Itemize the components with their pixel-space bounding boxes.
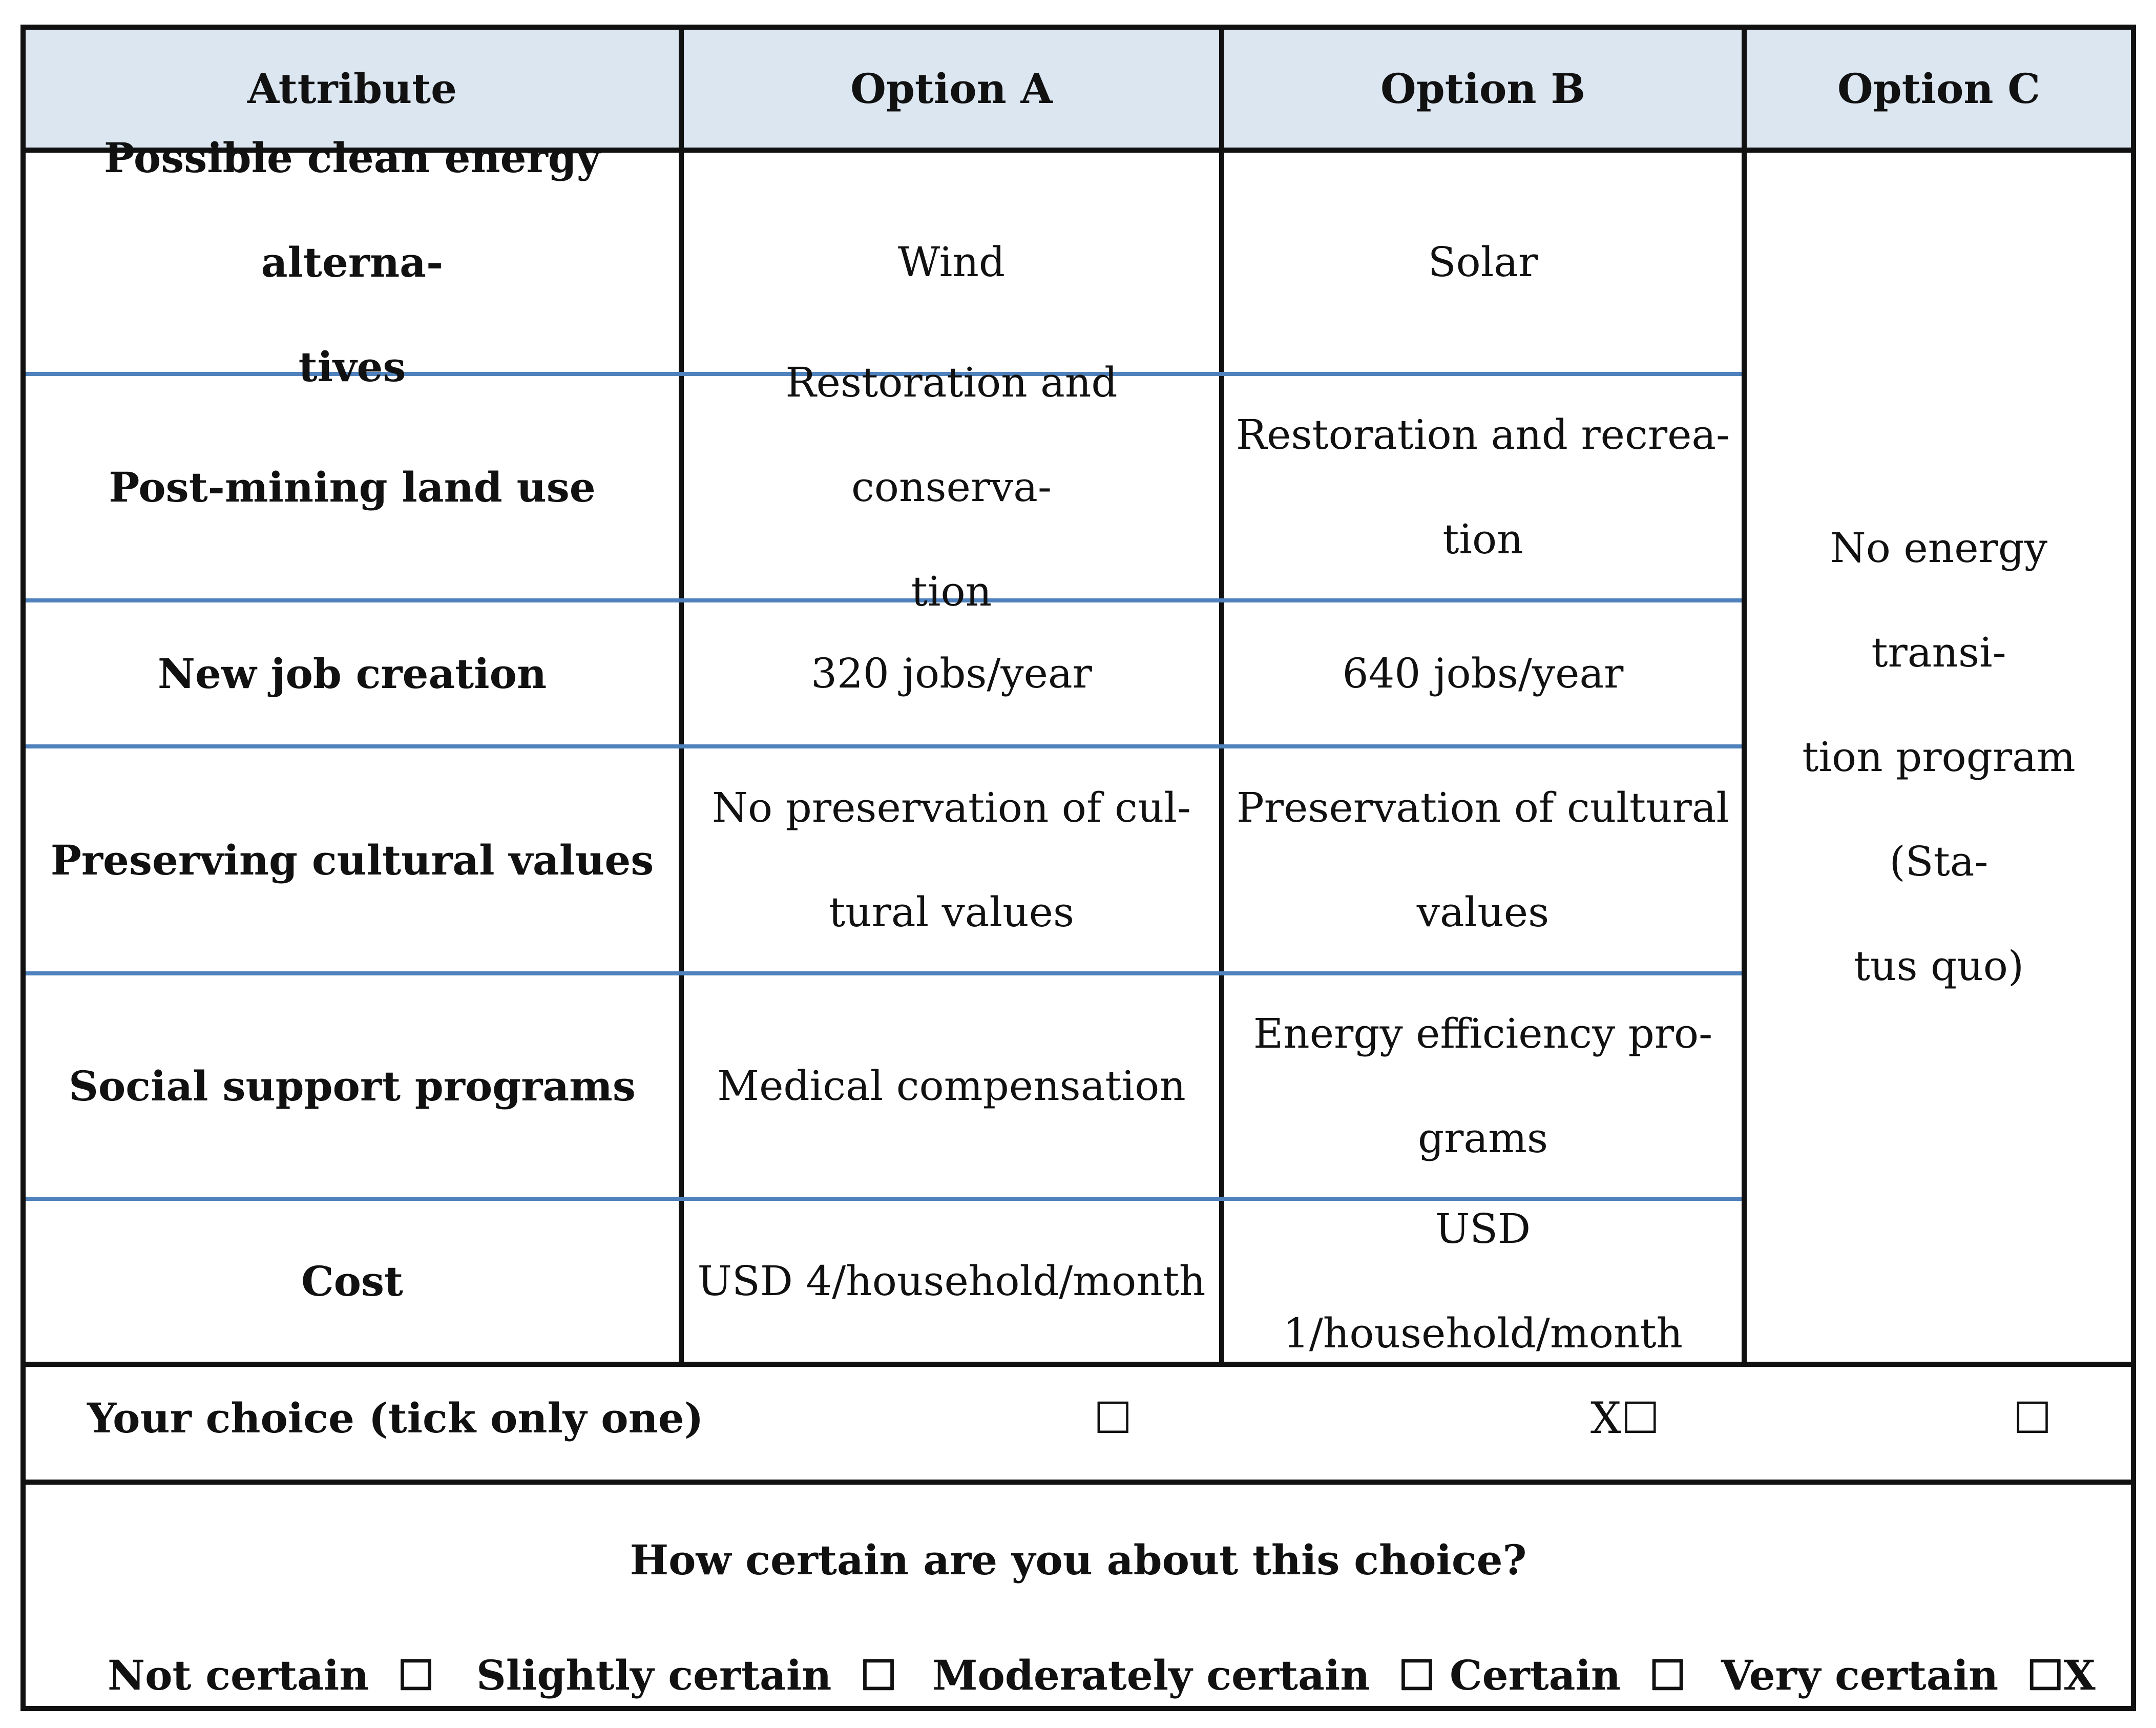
choice-option-a-checkbox[interactable]: ☐ <box>1094 1393 1133 1443</box>
attribute-cell: Preserving cultural values <box>50 836 654 884</box>
cell-line: values <box>1416 888 1550 936</box>
option-a-cell: Medical compensation <box>717 1062 1186 1110</box>
col-divider-2 <box>1219 30 1224 1362</box>
cell-line: grams <box>1417 1114 1548 1162</box>
certainty-label: Slightly certain <box>476 1651 832 1699</box>
attribute-cell: Social support programs <box>69 1062 636 1110</box>
cell-line: No energy transi- <box>1830 524 2048 676</box>
option-a-cell <box>684 359 1219 615</box>
option-a-cell: Wind <box>897 238 1006 286</box>
certainty-checkbox[interactable]: ☐X <box>2026 1651 2096 1699</box>
attribute-line: tives <box>298 343 406 391</box>
certainty-moderately-certain[interactable] <box>932 1651 1435 1699</box>
cell-line: tion <box>1442 515 1523 563</box>
header-option-b: Option B <box>1380 65 1585 113</box>
attribute-line: Possible clean energy alterna- <box>103 134 601 286</box>
option-b-cell <box>1224 376 1742 598</box>
choice-card-table <box>20 25 2136 1711</box>
attribute-cell: Post-mining land use <box>109 463 596 511</box>
header-option-c: Option C <box>1837 65 2040 113</box>
option-a-cell: USD 4/household/month <box>697 1257 1206 1305</box>
certainty-not-certain[interactable] <box>108 1651 434 1699</box>
choice-option-b-checkbox[interactable]: X☐ <box>1590 1393 1660 1443</box>
certainty-slightly-certain[interactable] <box>476 1651 897 1699</box>
certainty-very-certain[interactable] <box>1721 1651 2096 1699</box>
attribute-cell: New job creation <box>157 649 547 698</box>
cell-line: Restoration and recrea- <box>1236 411 1730 459</box>
option-a-cell: 320 jobs/year <box>811 649 1092 697</box>
your-choice-label: Your choice (tick only one) <box>87 1394 704 1442</box>
option-b-cell <box>1224 975 1742 1197</box>
cell-line: Energy efficiency pro- <box>1253 1010 1713 1057</box>
row-divider <box>26 971 1742 975</box>
cell-line: No preservation of cul- <box>712 783 1191 831</box>
certainty-checkbox[interactable]: ☐ <box>860 1651 897 1699</box>
row-divider <box>26 744 1742 748</box>
certainty-label: Not certain <box>108 1651 369 1699</box>
col-divider-3 <box>1742 30 1747 1362</box>
certainty-checkbox[interactable]: ☐ <box>1649 1651 1686 1699</box>
option-b-cell: USD 1/household/month <box>1283 1205 1683 1357</box>
certainty-checkbox[interactable]: ☐ <box>397 1651 434 1699</box>
certainty-checkbox[interactable]: ☐ <box>1398 1651 1435 1699</box>
attribute-cell: Cost <box>301 1257 404 1305</box>
cell-line: tus quo) <box>1853 942 2024 990</box>
col-divider-1 <box>679 30 684 1362</box>
cell-line: tural values <box>828 888 1075 936</box>
certainty-label: Very certain <box>1721 1651 1999 1699</box>
option-a-cell <box>684 748 1219 971</box>
header-attribute: Attribute <box>247 65 457 113</box>
certainty-certain[interactable] <box>1450 1651 1686 1699</box>
option-b-cell: Solar <box>1428 238 1538 286</box>
cell-line: Preservation of cultural <box>1236 783 1730 831</box>
cell-line: tion program (Sta- <box>1802 733 2076 885</box>
option-b-cell: 640 jobs/year <box>1342 649 1624 697</box>
header-option-a: Option A <box>850 65 1053 113</box>
option-c-cell <box>1747 153 2131 1362</box>
option-b-cell <box>1224 748 1742 971</box>
row-divider <box>26 598 1742 602</box>
certainty-label: Moderately certain <box>932 1651 1370 1699</box>
choice-option-c-checkbox[interactable]: ☐ <box>2013 1393 2052 1443</box>
certainty-label: Certain <box>1450 1651 1621 1699</box>
certainty-question: How certain are you about this choice? <box>630 1536 1527 1584</box>
cell-line: Restoration and conserva- <box>785 359 1118 511</box>
section-divider <box>26 1480 2131 1485</box>
attribute-cell <box>26 134 679 391</box>
cell-line: tion <box>911 568 992 615</box>
